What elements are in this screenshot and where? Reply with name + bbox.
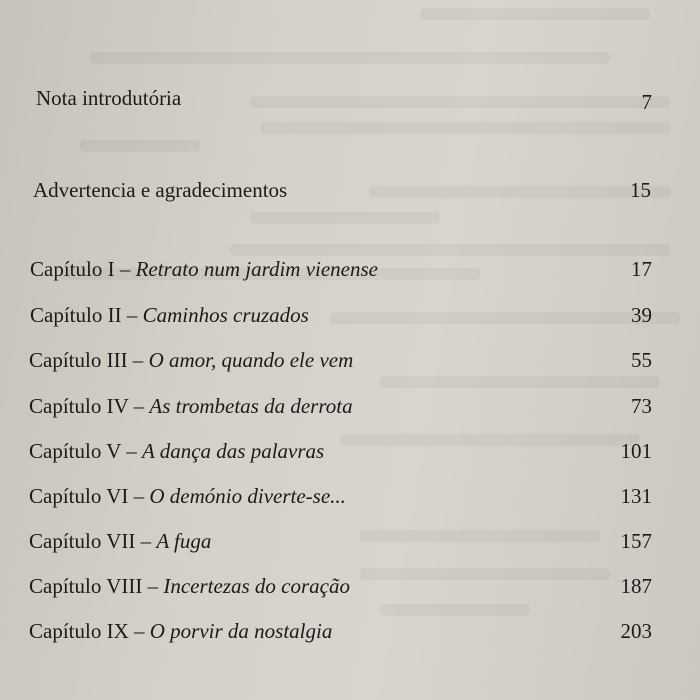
toc-chapter-entry — [29, 574, 652, 608]
chapter-subtitle: As trombetas da derrota — [149, 394, 353, 418]
chapter-page: 157 — [620, 529, 652, 553]
toc-chapter-entry — [29, 529, 652, 563]
chapter-label: Capítulo VII – — [29, 529, 157, 553]
chapter-subtitle: Incertezas do coração — [163, 574, 350, 598]
chapter-label: Capítulo VIII – — [29, 574, 164, 598]
chapter-subtitle: A dança das palavras — [142, 439, 325, 463]
chapter-page: 55 — [631, 348, 652, 372]
chapter-subtitle: Caminhos cruzados — [142, 303, 309, 327]
chapter-label: Capítulo V – — [29, 439, 142, 463]
toc-chapter-entry — [30, 303, 652, 337]
toc-chapter-entry — [29, 484, 652, 518]
chapter-subtitle: A fuga — [156, 529, 212, 553]
chapter-subtitle: O demónio diverte-se... — [149, 484, 346, 508]
chapter-subtitle: Retrato num jardim vienense — [135, 257, 379, 281]
toc-entry-title: Advertencia e agradecimentos — [33, 178, 288, 202]
toc-entry-title: Nota introdutória — [36, 86, 182, 110]
chapter-page: 203 — [620, 619, 652, 643]
chapter-subtitle: O amor, quando ele vem — [148, 348, 354, 372]
toc-chapter-entry — [29, 619, 652, 653]
toc-entry — [33, 178, 651, 212]
toc-chapter-entry — [29, 394, 652, 428]
toc-chapter-entry — [29, 439, 652, 473]
toc-entry-page: 7 — [641, 90, 652, 114]
chapter-label: Capítulo IX – — [29, 619, 150, 643]
chapter-page: 101 — [620, 439, 652, 463]
chapter-page: 39 — [631, 303, 652, 327]
toc-entry-page: 15 — [630, 178, 651, 202]
chapter-label: Capítulo III – — [29, 348, 149, 372]
chapter-page: 17 — [631, 257, 652, 281]
chapter-page: 131 — [620, 484, 652, 508]
toc-entry — [36, 86, 652, 120]
chapter-label: Capítulo IV – — [29, 394, 150, 418]
chapter-page: 187 — [620, 574, 652, 598]
chapter-label: Capítulo I – — [30, 257, 136, 281]
chapter-subtitle: O porvir da nostalgia — [149, 619, 333, 643]
toc-chapter-entry — [30, 257, 652, 291]
chapter-label: Capítulo II – — [30, 303, 143, 327]
chapter-page: 73 — [631, 394, 652, 418]
chapter-label: Capítulo VI – — [29, 484, 150, 508]
toc-chapter-entry — [29, 348, 652, 382]
